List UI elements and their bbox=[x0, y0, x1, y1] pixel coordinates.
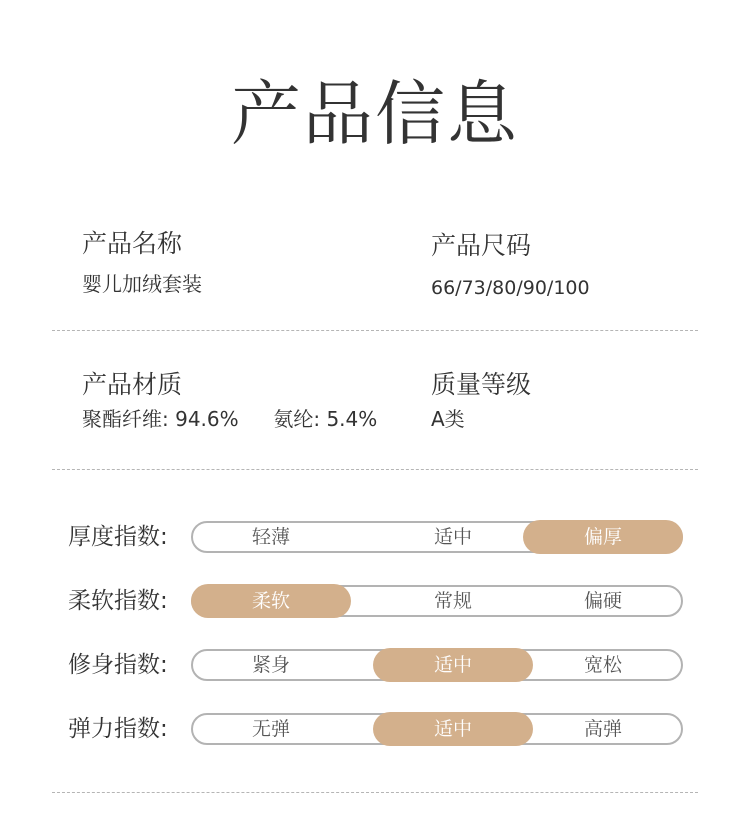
index-scale bbox=[191, 521, 683, 553]
product-material-block bbox=[82, 369, 377, 433]
index-option: 轻薄 bbox=[251, 526, 290, 548]
index-row-elasticity bbox=[68, 712, 683, 746]
index-option-selected: 偏厚 bbox=[523, 520, 683, 554]
product-size-label: 产品尺码 bbox=[431, 231, 532, 260]
divider bbox=[52, 330, 698, 331]
product-material-values bbox=[82, 405, 377, 433]
index-row-thickness bbox=[68, 520, 683, 554]
index-row-fit bbox=[68, 648, 683, 682]
index-label: 厚度指数: bbox=[68, 524, 168, 550]
quality-grade-label: 质量等级 bbox=[431, 370, 532, 399]
index-option: 高弹 bbox=[583, 718, 622, 740]
index-label: 弹力指数: bbox=[68, 716, 168, 742]
product-name-value: 婴儿加绒套装 bbox=[82, 272, 202, 296]
material-value-polyester: 聚酯纤维: 94.6% bbox=[82, 407, 239, 431]
quality-grade-value: A类 bbox=[431, 407, 465, 431]
quality-grade-block bbox=[431, 369, 531, 433]
product-size-block bbox=[431, 230, 590, 302]
product-name-block bbox=[82, 228, 202, 298]
product-size-value: 66/73/80/90/100 bbox=[431, 277, 590, 299]
index-option: 常规 bbox=[433, 590, 472, 612]
index-scale bbox=[191, 713, 683, 745]
page-title: 产品信息 bbox=[231, 73, 519, 155]
divider bbox=[52, 792, 698, 793]
divider bbox=[52, 469, 698, 470]
index-option: 宽松 bbox=[583, 654, 622, 676]
index-option: 紧身 bbox=[251, 654, 290, 676]
product-name-label: 产品名称 bbox=[82, 229, 183, 258]
index-option-selected: 适中 bbox=[373, 648, 533, 682]
index-row-softness bbox=[68, 584, 683, 618]
index-scale bbox=[191, 649, 683, 681]
index-option: 无弹 bbox=[251, 718, 290, 740]
product-material-label: 产品材质 bbox=[82, 370, 183, 399]
index-option: 适中 bbox=[433, 526, 472, 548]
index-label: 修身指数: bbox=[68, 652, 168, 678]
material-value-spandex: 氨纶: 5.4% bbox=[273, 407, 378, 431]
index-scale bbox=[191, 585, 683, 617]
index-option-selected: 适中 bbox=[373, 712, 533, 746]
index-label: 柔软指数: bbox=[68, 588, 168, 614]
index-option-selected: 柔软 bbox=[191, 584, 351, 618]
index-option: 偏硬 bbox=[583, 590, 622, 612]
